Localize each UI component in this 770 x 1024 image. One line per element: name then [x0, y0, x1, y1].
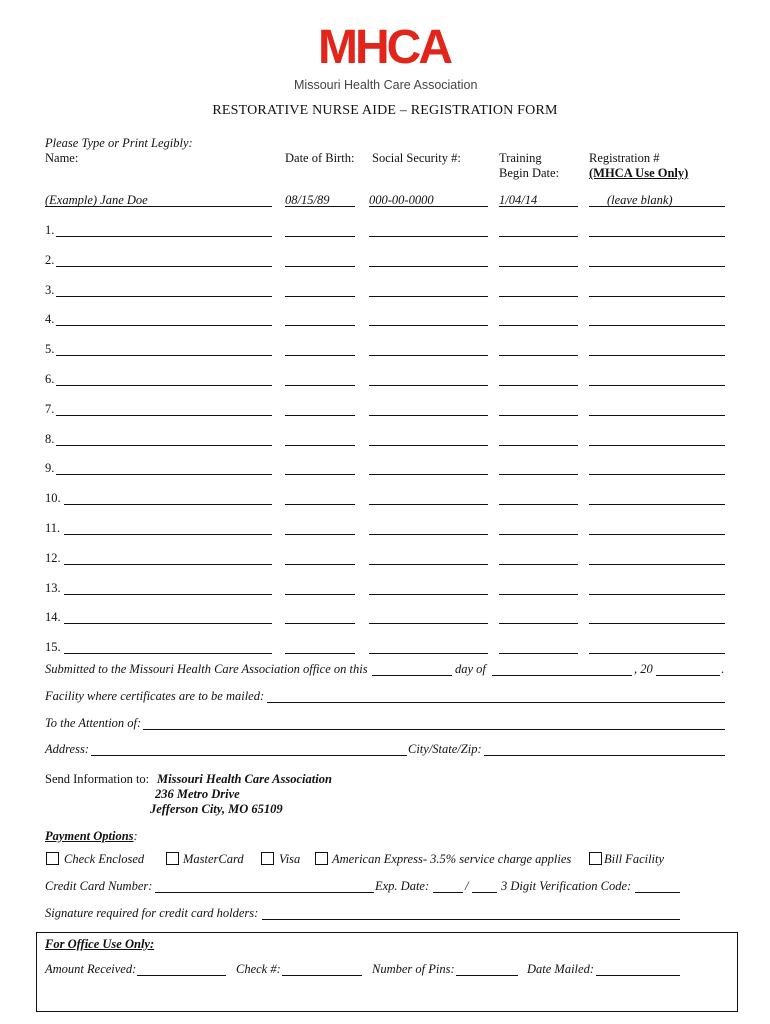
submitted-year-field[interactable] [656, 675, 720, 676]
send-info-street: 236 Metro Drive [155, 787, 240, 801]
example-dob: 08/15/89 [285, 193, 330, 207]
row-ssn-field[interactable] [369, 564, 488, 565]
pins-field[interactable] [456, 975, 518, 976]
card-number-field[interactable] [155, 892, 374, 893]
instructions: Please Type or Print Legibly: [45, 136, 193, 150]
row-number: 4. [45, 312, 55, 326]
bill-facility-checkbox[interactable] [589, 852, 602, 865]
mhca-logo: MHCA [318, 21, 450, 74]
row-dob-field[interactable] [285, 504, 355, 505]
col-training-header-2: Begin Date: [499, 166, 560, 180]
row-name-field[interactable] [56, 385, 272, 386]
row-ssn-field[interactable] [369, 504, 488, 505]
row-registration-field[interactable] [589, 385, 725, 386]
row-name-field[interactable] [64, 623, 272, 624]
visa-checkbox[interactable] [261, 852, 274, 865]
row-name-field[interactable] [64, 534, 272, 535]
example-registration: (leave blank) [607, 193, 673, 207]
row-ssn-field[interactable] [369, 355, 488, 356]
row-registration-field[interactable] [589, 296, 725, 297]
row-training-field[interactable] [499, 653, 578, 654]
verification-label: 3 Digit Verification Code: [501, 879, 632, 893]
date-mailed-field[interactable] [596, 975, 680, 976]
row-dob-field[interactable] [285, 564, 355, 565]
row-ssn-field[interactable] [369, 385, 488, 386]
row-number: 10. [45, 491, 61, 505]
row-name-field[interactable] [56, 474, 272, 475]
check-number-field[interactable] [282, 975, 362, 976]
row-number: 2. [45, 253, 55, 267]
row-training-field[interactable] [499, 266, 578, 267]
row-dob-field[interactable] [285, 594, 355, 595]
row-name-field[interactable] [64, 504, 272, 505]
visa-label: Visa [279, 852, 301, 866]
amex-label: American Express- 3.5% service charge applies [332, 852, 572, 866]
row-number: 13. [45, 581, 61, 595]
example-ssn: 000-00-0000 [369, 193, 434, 207]
card-number-label: Credit Card Number: [45, 879, 153, 893]
row-number: 1. [45, 223, 55, 237]
signature-field[interactable] [262, 919, 680, 920]
row-number: 15. [45, 640, 61, 654]
row-ssn-field[interactable] [369, 296, 488, 297]
row-ssn-field[interactable] [369, 594, 488, 595]
col-registration-header-2: (MHCA Use Only) [589, 166, 689, 180]
mastercard-label: MasterCard [183, 852, 244, 866]
row-dob-field[interactable] [285, 266, 355, 267]
row-ssn-field[interactable] [369, 653, 488, 654]
row-registration-field[interactable] [589, 594, 725, 595]
facility-label: Facility where certificates are to be mailed: [45, 689, 265, 703]
city-label: City/State/Zip: [408, 742, 482, 756]
row-training-field[interactable] [499, 236, 578, 237]
row-training-field[interactable] [499, 623, 578, 624]
row-dob-field[interactable] [285, 623, 355, 624]
row-registration-field[interactable] [589, 534, 725, 535]
row-dob-field[interactable] [285, 355, 355, 356]
row-registration-field[interactable] [589, 325, 725, 326]
row-dob-field[interactable] [285, 445, 355, 446]
send-info-label: Send Information to: [45, 772, 150, 786]
check-number-label: Check #: [236, 962, 281, 976]
row-number: 11. [45, 521, 61, 535]
row-ssn-field[interactable] [369, 623, 488, 624]
submitted-year-prefix: , 20 [634, 662, 653, 676]
verification-field[interactable] [635, 892, 680, 893]
row-dob-field[interactable] [285, 385, 355, 386]
send-info-org: Missouri Health Care Association [157, 772, 332, 786]
col-training-header-1: Training [499, 151, 542, 165]
col-dob-header: Date of Birth: [285, 151, 355, 165]
row-registration-field[interactable] [589, 564, 725, 565]
example-training-line [499, 206, 578, 207]
col-name-header: Name: [45, 151, 79, 165]
row-registration-field[interactable] [589, 623, 725, 624]
row-ssn-field[interactable] [369, 236, 488, 237]
row-registration-field[interactable] [589, 653, 725, 654]
form-title: RESTORATIVE NURSE AIDE – REGISTRATION FORM [212, 103, 558, 118]
row-registration-field[interactable] [589, 504, 725, 505]
submitted-day-of: day of [455, 662, 486, 676]
row-name-field[interactable] [56, 236, 272, 237]
submitted-day-field[interactable] [372, 675, 452, 676]
row-training-field[interactable] [499, 296, 578, 297]
row-registration-field[interactable] [589, 236, 725, 237]
row-number: 12. [45, 551, 61, 565]
row-ssn-field[interactable] [369, 415, 488, 416]
row-number: 6. [45, 372, 55, 386]
row-name-field[interactable] [56, 355, 272, 356]
amount-received-label: Amount Received: [45, 962, 137, 976]
example-training: 1/04/14 [499, 193, 538, 207]
row-training-field[interactable] [499, 474, 578, 475]
attention-label: To the Attention of: [45, 716, 142, 730]
row-training-field[interactable] [499, 564, 578, 565]
row-training-field[interactable] [499, 415, 578, 416]
office-heading: For Office Use Only: [45, 937, 155, 951]
address-label: Address: [45, 742, 89, 756]
check-enclosed-label: Check Enclosed [64, 852, 145, 866]
city-field[interactable] [484, 755, 725, 756]
row-training-field[interactable] [499, 504, 578, 505]
payment-heading-colon: : [133, 829, 138, 843]
row-name-field[interactable] [56, 266, 272, 267]
row-ssn-field[interactable] [369, 266, 488, 267]
signature-label: Signature required for credit card holders: [45, 906, 259, 920]
row-registration-field[interactable] [589, 415, 725, 416]
row-dob-field[interactable] [285, 474, 355, 475]
row-name-field[interactable] [64, 594, 272, 595]
row-registration-field[interactable] [589, 355, 725, 356]
example-name: (Example) Jane Doe [45, 193, 148, 207]
row-training-field[interactable] [499, 385, 578, 386]
row-name-field[interactable] [64, 564, 272, 565]
row-ssn-field[interactable] [369, 474, 488, 475]
submitted-period: . [721, 662, 725, 676]
exp-date-label: Exp. Date: [375, 879, 430, 893]
amount-received-field[interactable] [137, 975, 226, 976]
attention-field[interactable] [143, 729, 725, 730]
row-dob-field[interactable] [285, 325, 355, 326]
payment-heading: Payment Options [45, 829, 134, 843]
example-dob-line [285, 206, 355, 207]
row-ssn-field[interactable] [369, 325, 488, 326]
row-number: 9. [45, 461, 55, 475]
row-number: 5. [45, 342, 55, 356]
row-ssn-field[interactable] [369, 534, 488, 535]
row-number: 7. [45, 402, 55, 416]
exp-month-field[interactable] [433, 892, 463, 893]
row-registration-field[interactable] [589, 445, 725, 446]
payment-heading-wrap [45, 829, 138, 844]
date-mailed-label: Date Mailed: [527, 962, 594, 976]
row-dob-field[interactable] [285, 236, 355, 237]
send-info-city: Jefferson City, MO 65109 [150, 802, 283, 816]
col-registration-header-1: Registration # [589, 151, 660, 165]
row-training-field[interactable] [499, 355, 578, 356]
row-name-field[interactable] [56, 325, 272, 326]
example-registration-line [589, 206, 725, 207]
address-field[interactable] [91, 755, 407, 756]
bill-facility-label: Bill Facility [604, 852, 665, 866]
row-name-field[interactable] [64, 653, 272, 654]
pins-label: Number of Pins: [372, 962, 455, 976]
row-training-field[interactable] [499, 534, 578, 535]
row-registration-field[interactable] [589, 266, 725, 267]
row-name-field[interactable] [56, 445, 272, 446]
row-dob-field[interactable] [285, 415, 355, 416]
exp-year-field[interactable] [472, 892, 497, 893]
row-number: 14. [45, 610, 61, 624]
row-number: 3. [45, 283, 55, 297]
facility-field[interactable] [267, 702, 725, 703]
check-enclosed-checkbox[interactable] [46, 852, 59, 865]
row-number: 8. [45, 432, 55, 446]
example-ssn-line [369, 206, 488, 207]
mastercard-checkbox[interactable] [166, 852, 179, 865]
row-training-field[interactable] [499, 594, 578, 595]
row-dob-field[interactable] [285, 296, 355, 297]
row-name-field[interactable] [56, 415, 272, 416]
submitted-month-field[interactable] [492, 675, 632, 676]
row-training-field[interactable] [499, 445, 578, 446]
logo-subtitle: Missouri Health Care Association [294, 78, 478, 92]
row-dob-field[interactable] [285, 534, 355, 535]
row-training-field[interactable] [499, 325, 578, 326]
exp-slash: / [465, 879, 469, 893]
row-name-field[interactable] [56, 296, 272, 297]
col-ssn-header: Social Security #: [372, 151, 461, 165]
row-registration-field[interactable] [589, 474, 725, 475]
example-name-line [45, 206, 272, 207]
row-dob-field[interactable] [285, 653, 355, 654]
submitted-prefix: Submitted to the Missouri Health Care Association office on this [45, 662, 368, 676]
amex-checkbox[interactable] [315, 852, 328, 865]
row-ssn-field[interactable] [369, 445, 488, 446]
